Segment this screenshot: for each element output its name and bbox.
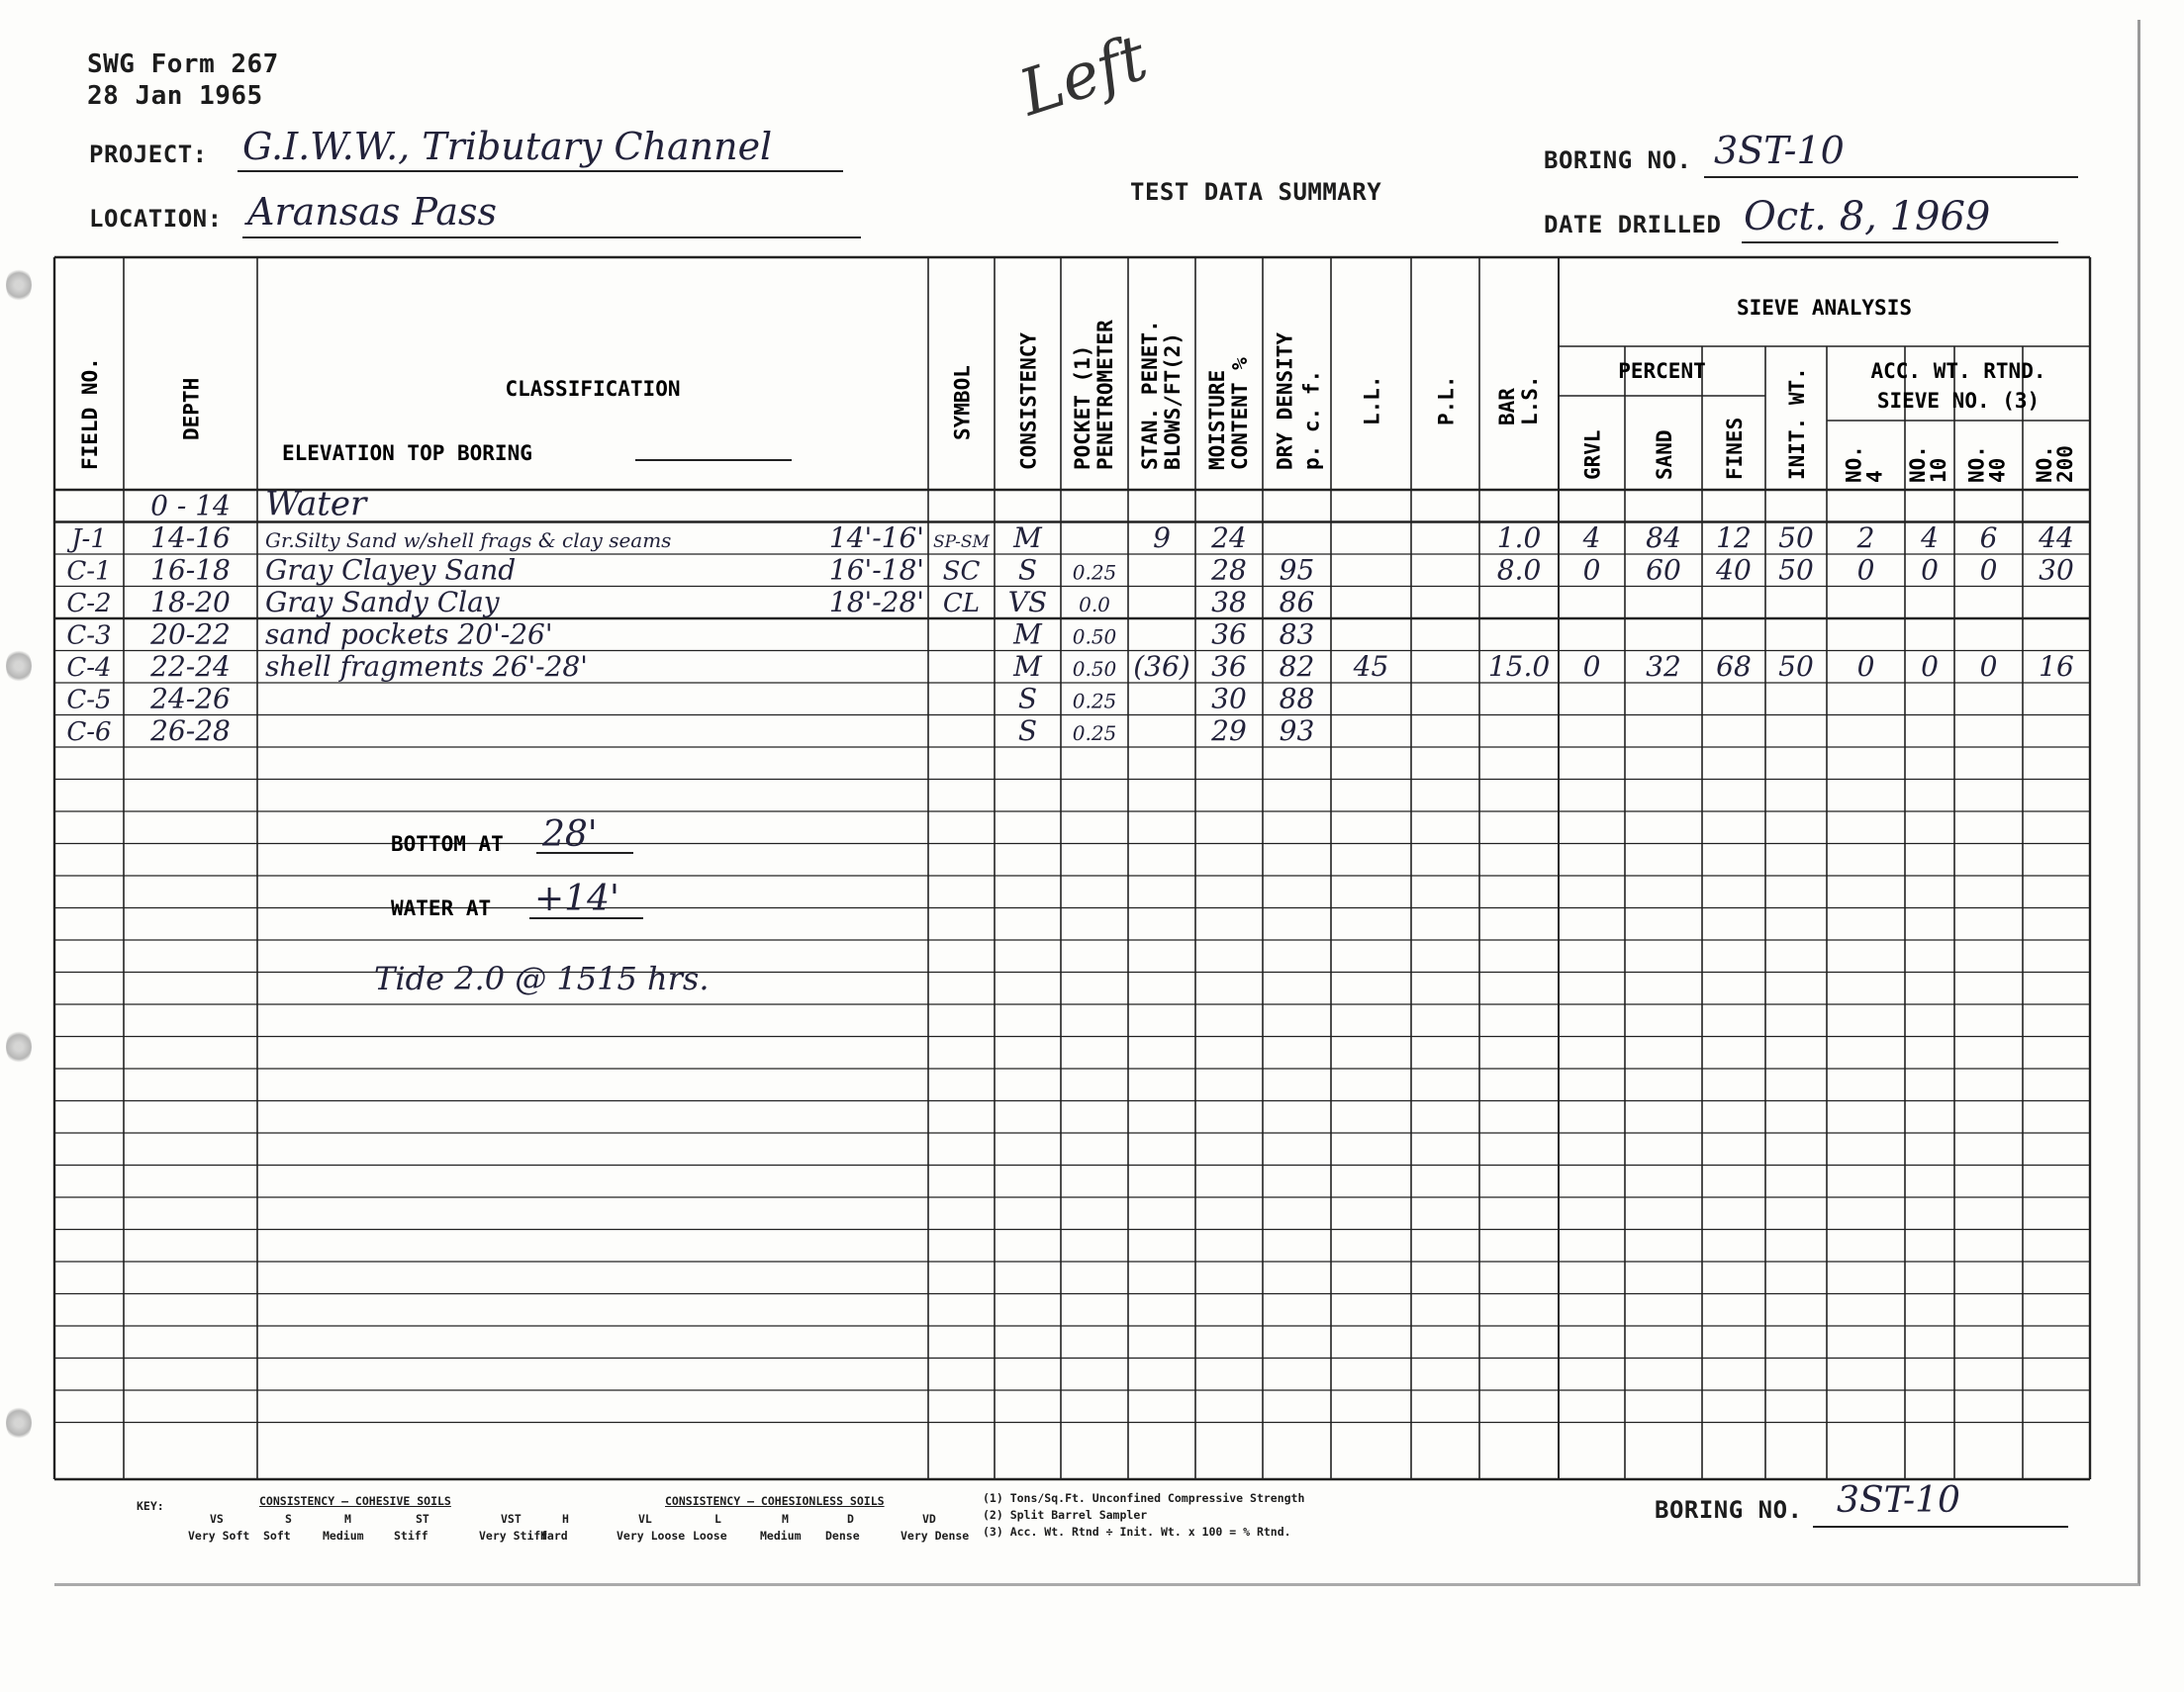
cell-depth: 24-26 — [150, 682, 231, 715]
header-blows: BLOWS/FT(2) — [1161, 331, 1185, 470]
footer-boring-label: BORING NO. — [1655, 1496, 1803, 1524]
cell-cons: M — [1013, 617, 1042, 651]
key-abbr: M — [782, 1512, 789, 1526]
header-pcf: p. c. f. — [1299, 369, 1324, 470]
header-sand: SAND — [1653, 429, 1676, 480]
margin-note: Left — [1010, 21, 1157, 132]
water-value: +14' — [534, 879, 619, 919]
key-name: Very Dense — [901, 1529, 970, 1543]
cell-symbol: SP-SM — [933, 532, 990, 552]
location-label: LOCATION: — [89, 205, 223, 233]
cell-pocket: 0.0 — [1079, 593, 1110, 616]
cell-fines: 12 — [1716, 521, 1752, 554]
cohesionless-title: CONSISTENCY — COHESIONLESS SOILS — [665, 1494, 885, 1508]
cell-grvl: 0 — [1582, 553, 1601, 587]
key-abbr: VS — [210, 1512, 224, 1526]
header-field-no: FIELD NO. — [78, 357, 102, 470]
cell-cons: VS — [1007, 586, 1048, 618]
header-no10-value: 10 — [1927, 457, 1950, 483]
cell-pocket: 0.25 — [1072, 721, 1117, 745]
cell-sand: 60 — [1646, 553, 1681, 587]
cell-depth: 22-24 — [150, 650, 231, 683]
cell-field: C-2 — [66, 589, 112, 618]
cell-depth: 16-18 — [150, 553, 231, 587]
cell-n4: 2 — [1856, 521, 1875, 554]
cell-depth: 20-22 — [150, 617, 231, 651]
cell-classification: Water — [265, 484, 367, 524]
cell-stan: 9 — [1153, 521, 1171, 554]
key-name: Soft — [263, 1529, 291, 1543]
header-penetrometer: PENETROMETER — [1093, 320, 1117, 470]
header-no10: NO. — [1906, 445, 1930, 483]
cell-class-depth: 14'-16' — [828, 521, 924, 554]
cell-init: 50 — [1778, 553, 1814, 587]
cell-n40: 0 — [1979, 553, 1998, 587]
cell-pocket: 0.50 — [1072, 657, 1117, 681]
cell-init: 50 — [1778, 650, 1814, 683]
cell-symbol: SC — [942, 556, 981, 587]
cell-bar: 1.0 — [1496, 521, 1542, 554]
cell-n40: 6 — [1979, 521, 1998, 554]
header-dry-density: DRY DENSITY — [1273, 331, 1297, 470]
cell-grvl: 0 — [1582, 650, 1601, 683]
cell-moist: 24 — [1211, 521, 1247, 554]
cell-symbol: CL — [942, 589, 981, 618]
boring-value: 3ST-10 — [1714, 129, 1845, 172]
cell-classification: Gray Sandy Clay — [265, 586, 500, 618]
cell-field: C-4 — [66, 653, 112, 683]
key-name: Very Loose — [617, 1529, 686, 1543]
cell-cons: M — [1013, 650, 1042, 683]
header-depth: DEPTH — [179, 377, 204, 440]
key-name: Loose — [693, 1529, 727, 1543]
header-consistency: CONSISTENCY — [1016, 331, 1041, 470]
cell-moist: 30 — [1211, 682, 1247, 715]
cell-dry: 86 — [1279, 586, 1315, 618]
key-note-2: (2) Split Barrel Sampler — [983, 1508, 1148, 1522]
cell-n200: 44 — [2039, 521, 2074, 554]
header-content: CONTENT % — [1228, 357, 1252, 470]
key-name: Very Stiff — [479, 1529, 548, 1543]
cell-bar: 8.0 — [1496, 553, 1542, 587]
header-no40: NO. — [1964, 445, 1989, 483]
cohesive-title: CONSISTENCY — COHESIVE SOILS — [259, 1494, 451, 1508]
cell-n10: 4 — [1921, 521, 1939, 554]
key-abbr: H — [562, 1512, 569, 1526]
cell-moist: 29 — [1211, 714, 1247, 747]
key-name: Dense — [825, 1529, 860, 1543]
bottom-label: BOTTOM AT — [391, 832, 504, 856]
header-ls: L.S. — [1518, 375, 1542, 425]
cell-field: C-3 — [66, 620, 112, 651]
tide-note: Tide 2.0 @ 1515 hrs. — [374, 960, 710, 997]
cell-dry: 93 — [1279, 714, 1315, 747]
cell-moist: 36 — [1211, 617, 1247, 651]
cell-cons: S — [1017, 682, 1038, 715]
cell-pocket: 0.25 — [1072, 560, 1117, 585]
cell-classification: Gr.Silty Sand w/shell frags & clay seams — [265, 528, 672, 552]
cell-n4: 0 — [1856, 553, 1875, 587]
cell-field: J-1 — [71, 524, 107, 554]
cell-n200: 16 — [2039, 650, 2074, 683]
header-no4-value: 4 — [1862, 470, 1887, 483]
cell-dry: 88 — [1279, 682, 1315, 715]
key-abbr: VD — [922, 1512, 936, 1526]
project-value: G.I.W.W., Tributary Channel — [242, 125, 773, 168]
header-no200-value: 200 — [2053, 445, 2077, 483]
header-ll: L.L. — [1360, 375, 1384, 425]
location-value: Aransas Pass — [247, 190, 497, 234]
key-abbr: VST — [501, 1512, 522, 1526]
footer-boring-value: 3ST-10 — [1837, 1480, 1960, 1521]
cell-moist: 28 — [1211, 553, 1247, 587]
boring-label: BORING NO. — [1544, 146, 1692, 174]
header-moisture: MOISTURE — [1205, 369, 1229, 470]
cell-fines: 68 — [1716, 650, 1752, 683]
cell-grvl: 4 — [1582, 521, 1601, 554]
key-name: Medium — [760, 1529, 802, 1543]
header-fines: FINES — [1723, 417, 1747, 480]
header-sieve-analysis: SIEVE ANALYSIS — [1736, 296, 1913, 320]
header-classification: CLASSIFICATION — [505, 377, 681, 401]
cell-n10: 0 — [1921, 553, 1939, 587]
cell-pocket: 0.50 — [1072, 624, 1117, 649]
cell-n40: 0 — [1979, 650, 1998, 683]
header-no40-value: 40 — [1985, 457, 2010, 483]
key-note-1: (1) Tons/Sq.Ft. Unconfined Compressive Strength — [983, 1491, 1305, 1505]
cell-stan: (36) — [1133, 650, 1190, 683]
key-abbr: VL — [638, 1512, 652, 1526]
cell-cons: S — [1017, 553, 1038, 587]
cell-moist: 38 — [1211, 586, 1247, 618]
cell-cons: M — [1013, 521, 1042, 554]
cell-dry: 83 — [1279, 617, 1315, 651]
header-init-wt: INIT. WT. — [1785, 367, 1809, 480]
cell-classification: sand pockets 20'-26' — [265, 617, 553, 651]
key-name: Stiff — [394, 1529, 428, 1543]
key-abbr: L — [714, 1512, 721, 1526]
cell-moist: 36 — [1211, 650, 1247, 683]
cell-class-depth: 18'-28' — [828, 586, 924, 618]
header-pl: P.L. — [1434, 375, 1459, 425]
key-abbr: ST — [416, 1512, 429, 1526]
cell-field: C-1 — [66, 556, 112, 587]
cell-classification: shell fragments 26'-28' — [265, 650, 588, 683]
header-grvl: GRVL — [1580, 429, 1605, 480]
cell-ll: 45 — [1353, 650, 1389, 683]
key-name: Very Soft — [188, 1529, 250, 1543]
cell-depth: 26-28 — [150, 714, 231, 747]
header-no200: NO. — [2033, 445, 2056, 483]
form-date: 28 Jan 1965 — [87, 81, 263, 111]
header-acc-wt: ACC. WT. RTND. — [1870, 359, 2046, 383]
cell-depth: 14-16 — [150, 521, 231, 554]
date-drilled-label: DATE DRILLED — [1544, 211, 1722, 238]
cell-fines: 40 — [1716, 553, 1752, 587]
cell-field: C-6 — [66, 717, 112, 747]
cell-bar: 15.0 — [1487, 650, 1551, 683]
cell-depth: 0 - 14 — [150, 489, 231, 522]
key-abbr: D — [847, 1512, 854, 1526]
header-elevation: ELEVATION TOP BORING — [282, 441, 532, 465]
cell-sand: 32 — [1646, 650, 1681, 683]
key-name: Medium — [323, 1529, 364, 1543]
cell-dry: 82 — [1279, 650, 1315, 683]
cell-n200: 30 — [2039, 553, 2074, 587]
water-label: WATER AT — [391, 896, 492, 920]
cell-sand: 84 — [1646, 521, 1681, 554]
key-abbr: M — [344, 1512, 351, 1526]
form-name: SWG Form 267 — [87, 49, 279, 79]
cell-classification: Gray Clayey Sand — [265, 553, 517, 587]
bottom-value: 28' — [542, 814, 598, 855]
header-no4: NO. — [1842, 445, 1866, 483]
cell-field: C-5 — [66, 685, 112, 715]
cell-cons: S — [1017, 714, 1038, 747]
header-stan-penet: STAN. PENET. — [1138, 320, 1162, 470]
date-drilled-value: Oct. 8, 1969 — [1744, 194, 1991, 239]
cell-n10: 0 — [1921, 650, 1939, 683]
header-symbol: SYMBOL — [950, 365, 975, 440]
cell-class-depth: 16'-18' — [828, 553, 924, 587]
cell-dry: 95 — [1279, 553, 1315, 587]
cell-pocket: 0.25 — [1072, 689, 1117, 713]
project-label: PROJECT: — [89, 141, 208, 168]
cell-n4: 0 — [1856, 650, 1875, 683]
key-note-3: (3) Acc. Wt. Rtnd ÷ Init. Wt. x 100 = % Rtnd. — [983, 1525, 1291, 1539]
cell-depth: 18-20 — [150, 586, 231, 618]
key-abbr: S — [285, 1512, 292, 1526]
key-name: Hard — [540, 1529, 568, 1543]
key-label: KEY: — [137, 1499, 164, 1513]
cell-init: 50 — [1778, 521, 1814, 554]
header-percent: PERCENT — [1618, 359, 1706, 383]
header-sieve-no: SIEVE NO. (3) — [1876, 389, 2041, 413]
page-title: TEST DATA SUMMARY — [1130, 178, 1382, 206]
header-pocket: POCKET (1) — [1071, 344, 1094, 470]
header-bar: BAR — [1495, 388, 1519, 425]
